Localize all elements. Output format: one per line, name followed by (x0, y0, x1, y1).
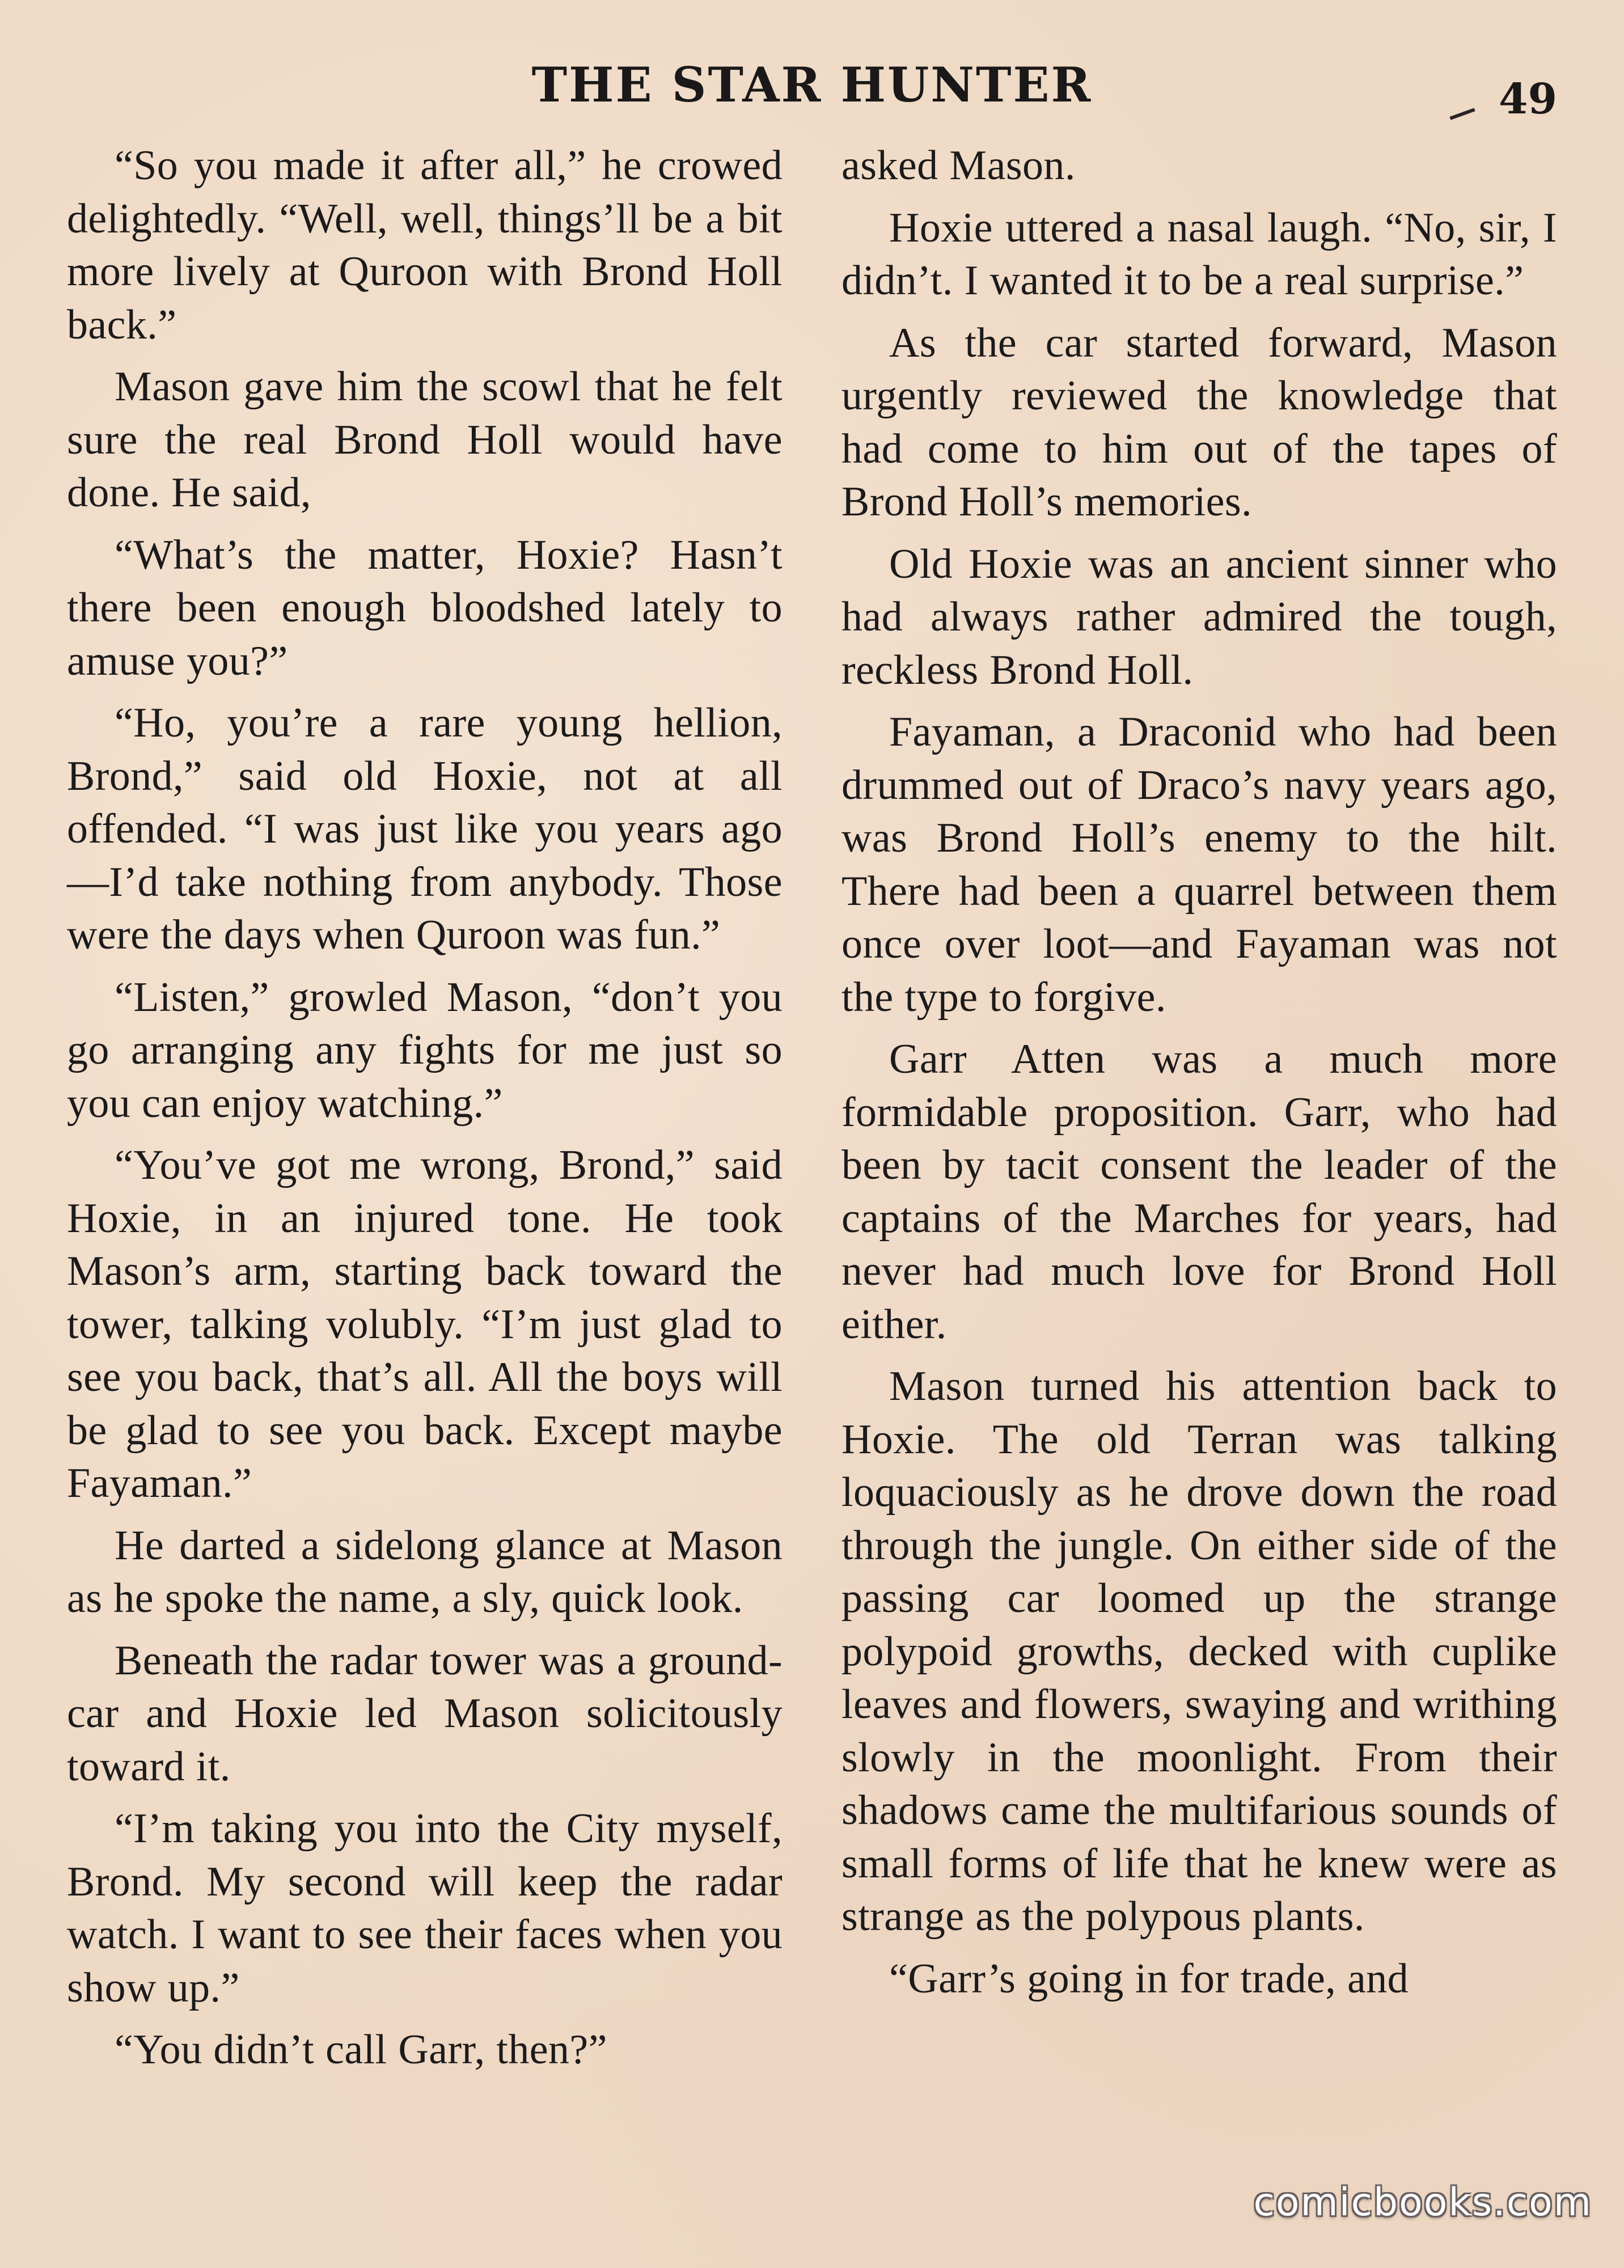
left-column (67, 139, 783, 2086)
paragraph: He darted a sidelong glance at Mason as he spoke the name, a sly, quick look. (67, 1522, 783, 1622)
paragraph: “What’s the matter, Hoxie? Hasn’t there been enough bloodshed lately to amuse you?” (67, 531, 783, 684)
paragraph: “Garr’s going in for trade, and (889, 1955, 1409, 2002)
paragraph: “I’m taking you into the City myself, Brond. My second will keep the radar watch. I want to see their faces when you show up.” (67, 1805, 783, 2011)
site-watermark: comicbooks.com (1253, 2180, 1592, 2225)
paragraph: Garr Atten was a much more formidable proposition. Garr, who had been by tacit consent the leader of the captains of the Marches for years, had never had much love for Brond Holl either. (841, 1036, 1557, 1348)
running-title: THE STAR HUNTER (531, 57, 1093, 113)
paragraph: “So you made it after all,” he crowed delightedly. “Well, well, things’ll be a bit more lively at Quroon with Brond Holl back.” (67, 142, 783, 348)
paragraph: Fayaman, a Draconid who had been drummed out of Draco’s navy years ago, was Brond Holl’s enemy to the hilt. There had been a quarrel between them once over loot—and Fayaman was not the type to forgive. (841, 709, 1557, 1021)
paragraph-continued: asked Mason. (841, 142, 1076, 189)
page-number: 49 (1499, 75, 1557, 124)
paragraph: Mason turned his attention back to Hoxie. The old Terran was talking loquaciously as he drove down the road through the jungle. On either side of the passing car loomed up the strange polypoid growths, decked with cuplike leaves and flowers, swaying and writhing slowly in the moonlight. From their shadows came the multifarious sounds of small forms of life that he knew were as strange as the polypous plants. (841, 1363, 1557, 1940)
paragraph: “You didn’t call Garr, then?” (115, 2026, 607, 2073)
paragraph: Hoxie uttered a nasal laugh. “No, sir, I didn’t. I wanted it to be a real surprise.” (841, 204, 1557, 304)
paragraph: As the car started forward, Mason urgently reviewed the knowledge that had come to him out of the tapes of Brond Holl’s memories. (841, 319, 1557, 525)
paragraph: “Ho, you’re a rare young hellion, Brond,” said old Hoxie, not at all offended. “I was just like you years ago—I’d take nothing from anybody. Those were the days when Quroon was fun.” (67, 700, 783, 958)
right-column (841, 139, 1557, 2015)
paragraph: Mason gave him the scowl that he felt sure the real Brond Holl would have done. He said, (67, 363, 783, 516)
paragraph: “You’ve got me wrong, Brond,” said Hoxie, in an injured tone. He took Mason’s arm, starting back toward the tower, talking volubly. “I’m just glad to see you back, that’s all. All the boys will be glad to see you back. Except maybe Fayaman.” (67, 1142, 783, 1507)
paragraph: Beneath the radar tower was a ground-car and Hoxie led Mason solicitously toward it. (67, 1637, 783, 1790)
paragraph: Old Hoxie was an ancient sinner who had always rather admired the tough, reckless Brond Holl. (841, 540, 1557, 693)
paragraph: “Listen,” growled Mason, “don’t you go arranging any fights for me just so you can enjoy watching.” (67, 974, 783, 1127)
